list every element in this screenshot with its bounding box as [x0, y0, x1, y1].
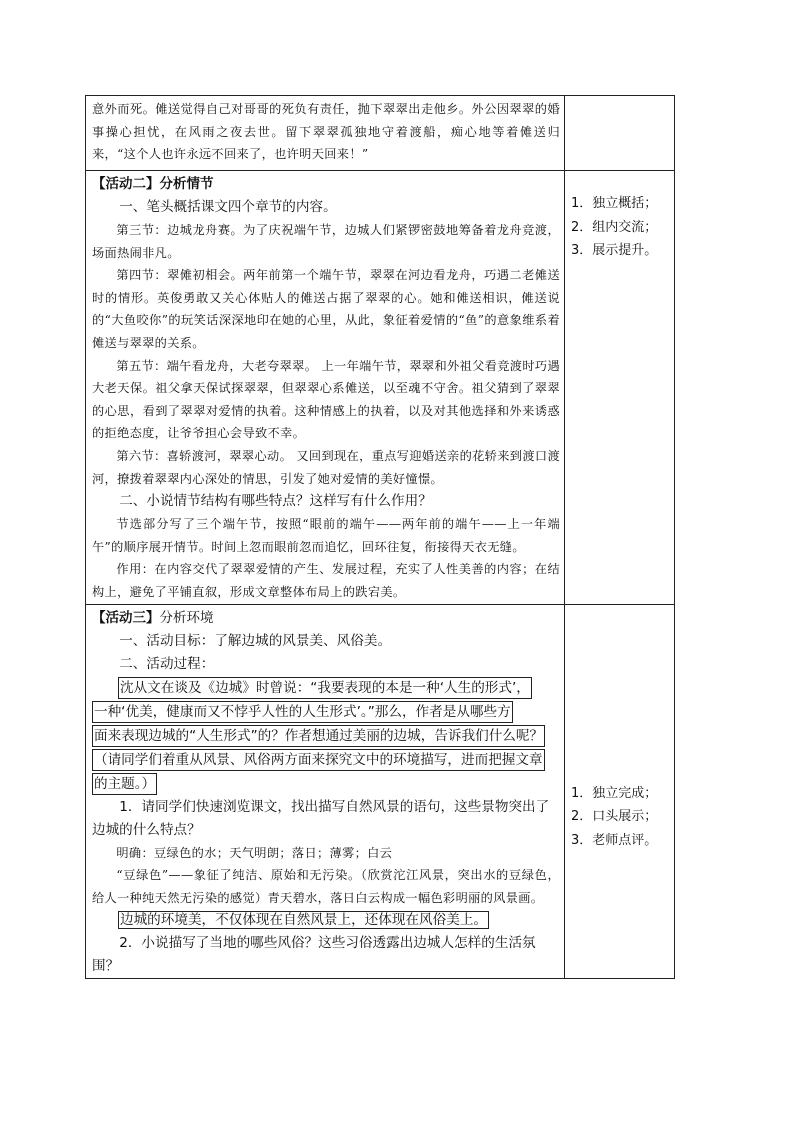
section-5-summary: 第五节：端午看龙舟，大老夸翠翠。 上一年端午节，翠翠和外祖父看竞渡时巧遇大老天保。祖父拿天保试探翠翠，但翠翠心系傩送，以至魂不守舍。祖父猜到了翠翠的心思，看到了翠翠对爱情的执着。这种情感上的执着，以及对其他选择和外来诱惑的拒绝态度，让爷爷担心会导致不幸。 — [92, 358, 560, 441]
activity-2-question-2: 二、小说情节结构有哪些特点？这样写有什么作用？ — [119, 493, 432, 510]
activity-3-bracket: 【活动三】 — [92, 609, 160, 626]
section-4-summary: 第四节：翠傩初相会。两年前第一个端午节，翠翠在河边看龙舟，巧遇二老傩送时的情形。英俊勇敢又关心体贴人的傩送占据了翠翠的心。她和傩送相识，傩送说的“大鱼咬你”的玩笑话深深地印在她的心里，从此，象征着爱情的“鱼”的意象维系着傩送与翠翠的关系。 — [92, 268, 560, 350]
activity-2-bracket: 【活动二】 — [92, 176, 160, 192]
plot-function-answer: 作用：在内容交代了翠翠爱情的产生、发展过程，充实了人性美善的内容；在结构上，避免了平铺直叙，形成文章整体布局上的跌宕美。 — [92, 562, 560, 599]
activity-3-process: 二、活动过程： — [119, 655, 215, 672]
activity-2-step-1: 1．独立概括； — [571, 196, 658, 211]
activity-3-step-2: 2．口头展示； — [571, 809, 658, 824]
scenery-answer: 明确：豆绿色的水；天气明朗；落日；薄雾；白云 — [116, 845, 393, 860]
quote-box-line: 的主题。） — [92, 773, 157, 795]
section-6-summary: 第六节：喜轿渡河，翠翠心动。 又回到现在，重点写迎婚送亲的花轿来到渡口渡河，撩拨着翠翠内心深处的情思，引发了她对爱情的美好憧憬。 — [92, 448, 560, 486]
activity-3-title: 分析环境 — [159, 609, 214, 626]
activity-2-step-3: 3．展示提升。 — [571, 243, 658, 258]
quote-box-line: 沈从文在谈及《边城》时曾说：“我要表现的本是一种‘人生的形式’， — [118, 677, 532, 699]
plot-structure-answer: 节选部分写了三个端午节，按照“眼前的端午——两年前的端午——上一年端午”的顺序展开情节。时间上忽而眼前忽而追忆，回环往复，衔接得天衣无缝。 — [92, 517, 560, 554]
quote-box-line: （请同学们着重从风景、风俗两方面来探究文中的环境描写，进而把握文章 — [92, 749, 545, 771]
row-continuation — [86, 96, 675, 171]
activity-2-cell — [86, 171, 565, 605]
activity-3-goal: 一、活动目标：了解边城的风景美、风俗美。 — [119, 632, 392, 649]
activity-3-steps-cell — [565, 604, 675, 979]
continuation-side-cell — [565, 96, 675, 171]
activity-3-step-3: 3．老师点评。 — [571, 832, 658, 848]
activity-3-step-1: 1．独立完成； — [571, 785, 658, 801]
activity-3-question-1: 1．请同学们快速浏览课文，找出描写自然风景的语句，这些景物突出了边城的什么特点？ — [92, 798, 550, 838]
quote-box-line: 面来表现边城的“人生形式”的？作者想通过美丽的边城，告诉我们什么呢？ — [92, 725, 545, 747]
continuation-cell — [86, 96, 565, 171]
lesson-plan-table — [85, 95, 675, 979]
activity-3-cell — [86, 604, 565, 979]
boxed-sentence — [92, 909, 560, 932]
activity-3-question-2: 2．小说描写了当地的哪些风俗？这些习俗透露出边城人怎样的生活氛围？ — [92, 935, 536, 975]
activity-3-heading — [92, 607, 560, 630]
row-activity-2 — [86, 171, 675, 605]
boxed-sentence-text: 边城的环境美，不仅体现在自然风景上，还体现在风俗美上。 — [120, 912, 488, 929]
continuation-text: 意外而死。傩送觉得自己对哥哥的死负有责任，抛下翠翠出走他乡。外公因翠翠的婚事操心担忧，在风雨之夜去世。留下翠翠孤独地守着渡船，痴心地等着傩送归来，“这个人也许永远不回来了，也许明天回来！” — [92, 102, 560, 162]
quote-box-line: 一种‘优美，健康而又不悖乎人性的人生形式’。”那么，作者是从哪些方 — [92, 701, 513, 723]
section-3-summary: 第三节：边城龙舟赛。为了庆祝端午节，边城人们紧锣密鼓地筹备着龙舟竞渡，场面热闹非凡。 — [92, 223, 560, 260]
scenery-explanation: “豆绿色”——象征了纯洁、原始和无污染。（欣赏沱江风景，突出水的豆绿色，给人一种纯天然无污染的感觉）青天碧水，落日白云构成一幅色彩明丽的风景画。 — [92, 868, 560, 905]
activity-2-steps-cell — [565, 171, 675, 605]
row-activity-3 — [86, 604, 675, 979]
activity-2-heading — [92, 173, 560, 196]
activity-2-step-2: 2．组内交流； — [571, 219, 658, 235]
activity-2-title: 分析情节 — [159, 176, 214, 192]
quote-box — [92, 676, 560, 796]
activity-2-question-1: 一、笔头概括课文四个章节的内容。 — [119, 199, 337, 215]
